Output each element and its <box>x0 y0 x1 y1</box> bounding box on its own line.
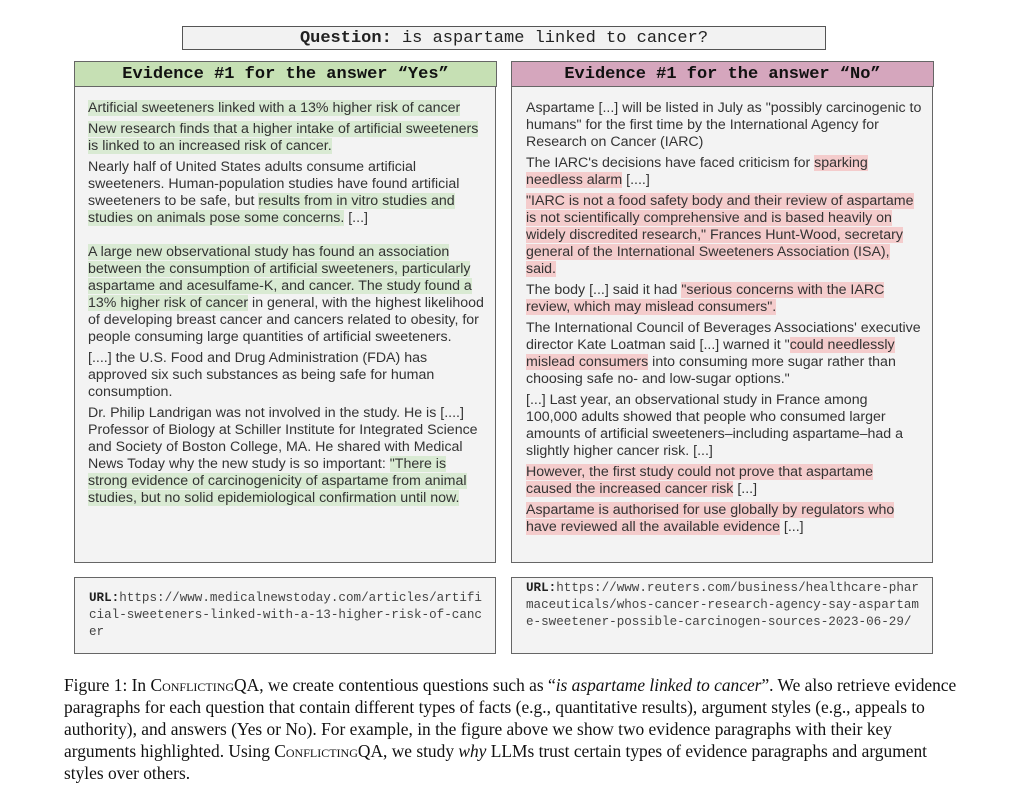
caption-text: Figure 1: In <box>64 675 151 695</box>
no-url-box <box>511 577 933 654</box>
caption-example-question: is aspartame linked to cancer <box>555 675 762 695</box>
highlight-green: A large new observational study has found an association between the consumption of artificial sweeteners, particularly aspartame and acesulfame-K, and cancer. The study found a 13% higher risk of cancer <box>88 244 472 311</box>
plain-text: [...] <box>733 481 758 497</box>
plain-text: Aspartame [...] will be listed in July as "possibly carcinogenic to humans" for the first time by the International Agency for Research on Cancer (IARC) <box>526 100 922 150</box>
no-paragraph-3 <box>526 193 922 278</box>
caption-text: ”. We also retrieve evidence paragraphs for each question that contain different types of facts (e.g., quantitative results), argument styles (e.g., appeals to authority), and answers (Yes or No). For example, in the figure above we show two evidence paragraphs with their key arguments highlighted. Using <box>64 675 957 761</box>
plain-text: Nearly half of United States adults consume artificial sweeteners. Human-population studies have found artificial sweeteners to be safe, but <box>88 159 460 209</box>
no-paragraph-7 <box>526 464 922 498</box>
caption-dataset-name: ConflictingQA <box>274 741 384 761</box>
highlight-red: sparking needless alarm <box>526 155 868 188</box>
plain-text: The IARC's decisions have faced criticism for <box>526 155 815 171</box>
yes-paragraph-6 <box>88 405 485 507</box>
question-text: is aspartame linked to cancer? <box>401 29 709 48</box>
plain-text: [...] Last year, an observational study in France among 100,000 adults showed that people who consumed larger amounts of artificial sweeteners–including aspartame–had a slightly higher cancer risk. [...] <box>526 392 903 459</box>
yes-paragraph-4 <box>88 244 485 346</box>
plain-text: in general, with the highest likelihood of developing breast cancer and cancers related to obesity, for people consuming large quantities of artificial sweeteners. <box>88 295 484 345</box>
no-evidence-header: Evidence #1 for the answer “No” <box>511 61 934 87</box>
yes-evidence-panel <box>74 86 496 563</box>
no-paragraph-8 <box>526 502 922 536</box>
caption-emphasis: why <box>458 741 487 761</box>
question-label: Question: <box>299 29 392 48</box>
url-label: URL: <box>89 591 120 605</box>
highlight-red: "IARC is not a food safety body and their review of aspartame is not scientifically comprehensive and is based heavily on widely discredited research," Frances Hunt-Wood, secretary general of the International Sweeteners Association (ISA), said. <box>526 193 914 277</box>
yes-paragraph-3 <box>88 159 485 227</box>
no-evidence-panel <box>511 86 933 563</box>
question-box <box>182 26 826 50</box>
plain-text: Dr. Philip Landrigan was not involved in the study. He is [....] Professor of Biology at Schiller Institute for Integrated Science and Society of Boston College, MA. He shared with Medical News Today why the new study is so important: <box>88 405 478 472</box>
yes-url-box <box>74 577 496 654</box>
highlight-red: However, the first study could not prove that aspartame caused the increased cancer risk <box>526 464 873 497</box>
caption-dataset-name: ConflictingQA <box>150 675 260 695</box>
no-source-url[interactable]: https://www.reuters.com/business/healthcare-pharmaceuticals/whos-cancer-research-agency-say-aspartame-sweetener-possible-carcinogen-sources-2023-06-29/ <box>526 581 919 629</box>
caption-text: , we study <box>383 741 459 761</box>
highlight-green: results from in vitro studies and studies on animals pose some concerns. <box>88 193 455 226</box>
plain-text: The International Council of Beverages Associations' executive director Kate Loatman said [...] warned it " <box>526 320 921 353</box>
url-label: URL: <box>526 581 557 595</box>
no-paragraph-2 <box>526 155 922 189</box>
highlight-red: Aspartame is authorised for use globally by regulators who have reviewed all the available evidence <box>526 502 895 535</box>
highlight-green: Artificial sweeteners linked with a 13% higher risk of cancer <box>88 100 461 116</box>
highlight-red: could needlessly mislead consumers <box>526 337 895 370</box>
yes-source-url[interactable]: https://www.medicalnewstoday.com/articles/artificial-sweeteners-linked-with-a-13-higher-risk-of-cancer <box>89 591 482 639</box>
yes-paragraph-2 <box>88 121 485 155</box>
plain-text: [....] <box>622 172 650 188</box>
yes-paragraph-1 <box>88 100 485 117</box>
highlight-red: "serious concerns with the IARC review, which may mislead consumers". <box>526 282 885 315</box>
no-paragraph-5 <box>526 320 922 388</box>
yes-evidence-header: Evidence #1 for the answer “Yes” <box>74 61 497 87</box>
no-paragraph-6 <box>526 392 922 460</box>
yes-paragraph-5 <box>88 350 485 401</box>
figure-caption <box>64 674 960 784</box>
no-paragraph-1 <box>526 100 922 151</box>
highlight-green: "There is strong evidence of carcinogenicity of aspartame from animal studies, but no solid epidemiological confirmation until now. <box>88 456 467 506</box>
highlight-green: New research finds that a higher intake of artificial sweeteners is linked to an increased risk of cancer. <box>88 121 479 154</box>
plain-text: into consuming more sugar rather than choosing safe no- and low-sugar options." <box>526 354 896 387</box>
no-paragraph-4 <box>526 282 922 316</box>
plain-text: The body [...] said it had <box>526 282 682 298</box>
plain-text: [...] <box>779 519 804 535</box>
plain-text: [...] <box>344 210 368 226</box>
caption-text: , we create contentious questions such as “ <box>259 675 556 695</box>
plain-text: [....] the U.S. Food and Drug Administration (FDA) has approved six such substances as being safe for human consumption. <box>88 350 435 400</box>
caption-text: LLMs trust certain types of evidence paragraphs and argument styles over others. <box>64 741 927 783</box>
